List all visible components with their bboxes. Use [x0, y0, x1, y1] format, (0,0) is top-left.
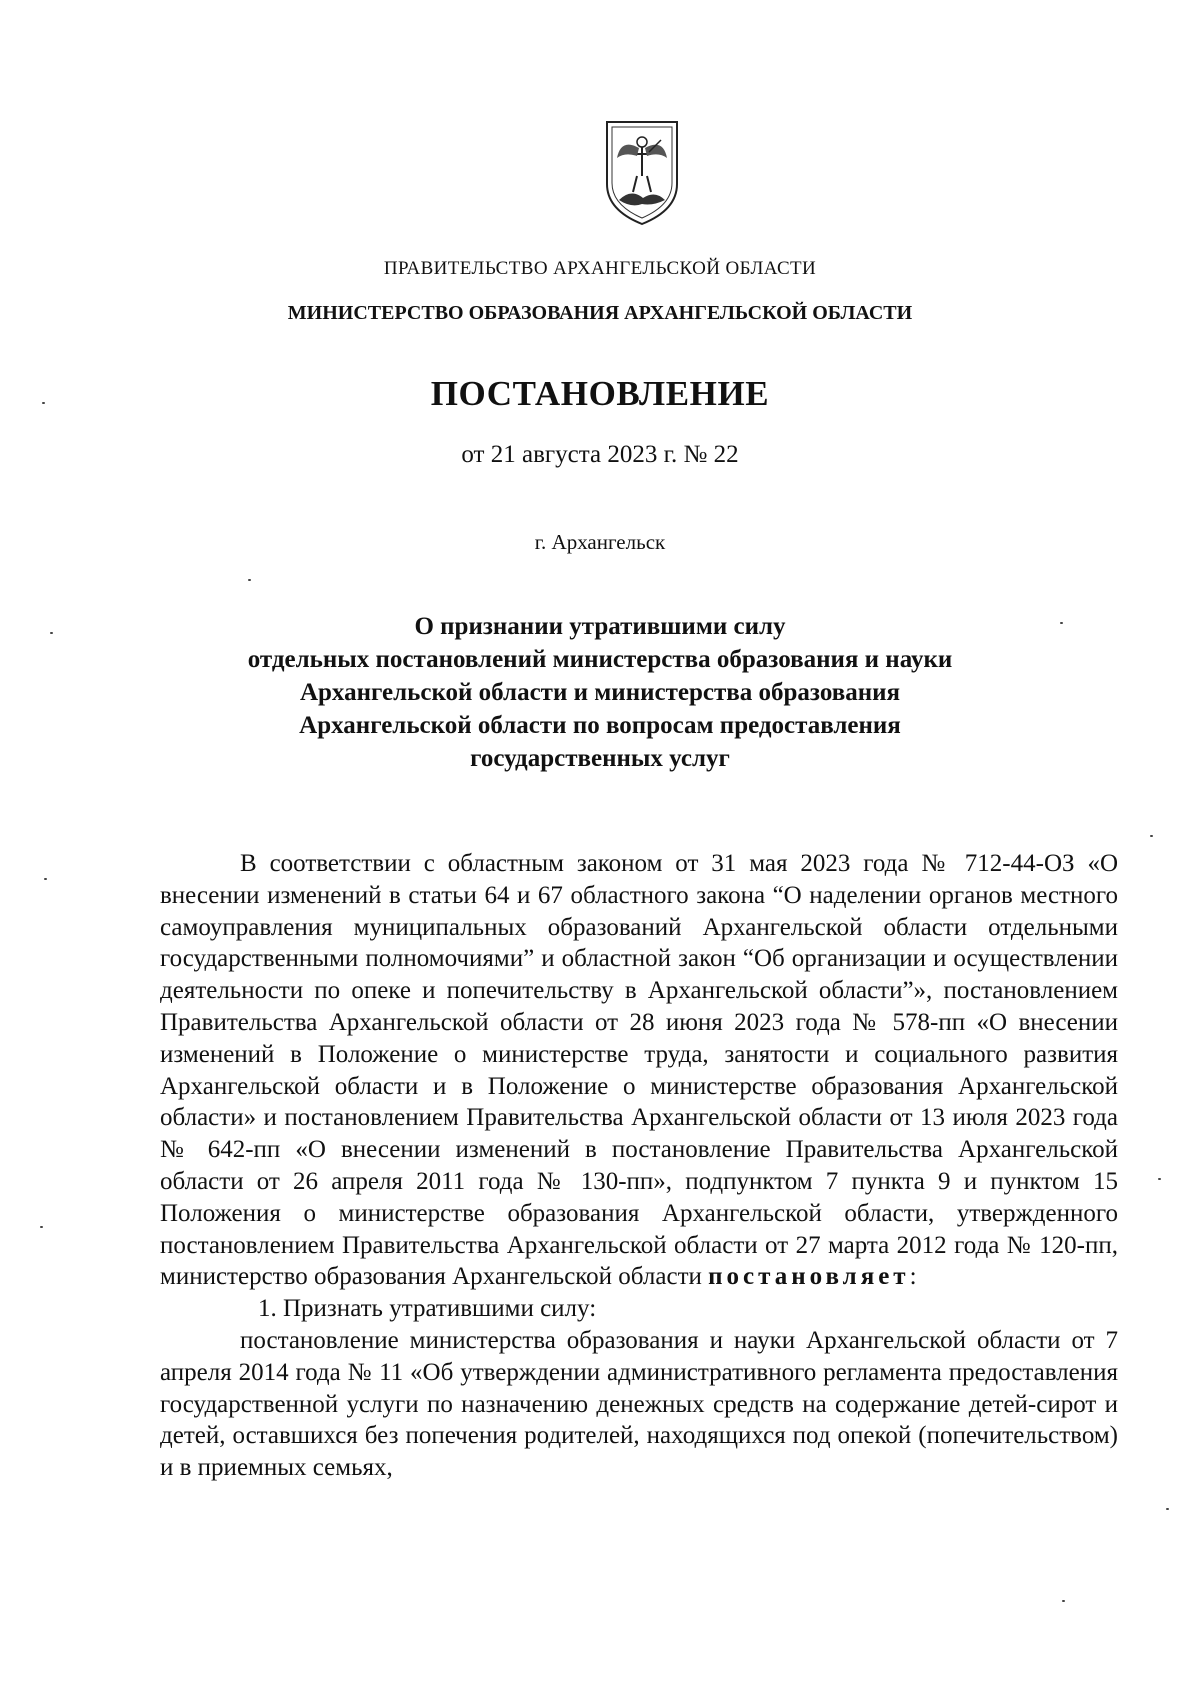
coat-of-arms-icon: [603, 118, 681, 228]
preamble-paragraph: [160, 848, 1118, 1293]
scan-speck: [1166, 1508, 1169, 1510]
scan-speck: [40, 1226, 43, 1228]
scan-speck: [1060, 622, 1063, 624]
decree-word: постановляет: [708, 1263, 910, 1291]
title-line: О признании утратившими силу: [414, 613, 786, 640]
scan-speck: [248, 579, 251, 581]
document-body: [160, 848, 1118, 1484]
scan-speck: [1062, 1600, 1065, 1602]
item-1-heading: 1. Признать утратившими силу:: [258, 1295, 597, 1323]
document-title: [160, 610, 1040, 775]
title-line: государственных услуг: [470, 745, 730, 772]
government-heading: ПРАВИТЕЛЬСТВО АРХАНГЕЛЬСКОЙ ОБЛАСТИ: [383, 258, 817, 279]
title-line: отдельных постановлений министерства образования и науки: [247, 646, 953, 673]
ministry-heading: МИНИСТЕРСТВО ОБРАЗОВАНИЯ АРХАНГЕЛЬСКОЙ ОБЛАСТИ: [287, 302, 913, 324]
document-date-number: от 21 августа 2023 г. № 22: [461, 441, 739, 468]
decree-end: :: [909, 1263, 917, 1291]
document-type: ПОСТАНОВЛЕНИЕ: [430, 374, 770, 413]
document-city: г. Архангельск: [534, 530, 666, 554]
scan-speck: [42, 402, 45, 404]
scan-speck: [1158, 1178, 1161, 1180]
item-1-text: постановление министерства образования и науки Архангельской области от 7 апреля 2014 года № 11 «Об утверждении административного регламента предоставления государственной услуги по назначению денежных средств на содержание детей-сирот и детей, оставшихся без попечения родителей, находящихся под опекой (попечительством) и в приемных семьях,: [160, 1326, 1118, 1482]
scan-speck: [44, 878, 47, 880]
title-line: Архангельской области и министерства образования: [299, 679, 901, 706]
preamble-text: В соответствии с областным законом от 31 мая 2023 года № 712-44-ОЗ «О внесении изменений в статьи 64 и 67 областного закона “О наделении органов местного самоуправления муниципальных образований Архангельской области отдельными государственными полномочиями” и областной закон “Об организации и осуществлении деятельности по опеке и попечительству в Архангельской области”», постановлением Правительства Архангельской области от 28 июня 2023 года № 578-пп «О внесении изменений в Положение о министерстве труда, занятости и социального развития Архангельской области и в Положение о министерстве образования Архангельской области» и постановлением Правительства Архангельской области от 13 июля 2023 года № 642-пп «О внесении изменений в постановление Правительства Архангельской области от 26 апреля 2011 года № 130-пп», подпунктом 7 пункта 9 и пунктом 15 Положения о министерстве образования Архангельской области, утвержденного постановлением Правительства Архангельской области от 27 марта 2012 года № 120-пп, министерство образования Архангельской области: [160, 850, 1118, 1291]
scan-speck: [1150, 835, 1153, 837]
scan-speck: [50, 632, 53, 634]
title-line: Архангельской области по вопросам предоставления: [299, 712, 901, 739]
